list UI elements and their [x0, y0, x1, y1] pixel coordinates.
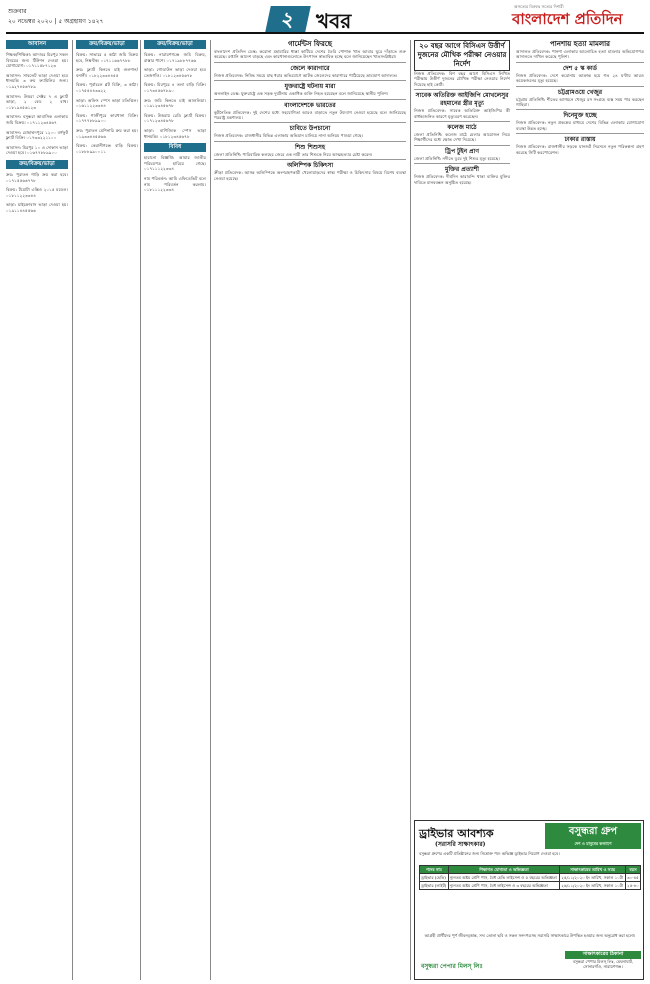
classified-ad: ক্রয়: জমি কিনতে চাই আশুলিয়া। ০১৯১২৩৪৫৬৭৮ — [144, 97, 206, 109]
job-table-cell: ন্যূনতম অষ্টম শ্রেণি পাস, বৈধ হেভি লাইসেন্স ও ৫ বছরের অভিজ্ঞতা — [448, 874, 560, 882]
page-number: ২ — [265, 6, 311, 32]
classified-header: ক্রয়/বিক্রয়/ভাড়া — [144, 40, 206, 49]
news-body: নিজস্ব প্রতিবেদক: বিশ বছর আগে বিসিএস লিখিত পরীক্ষায় উত্তীর্ণ দুজনের মৌখিক পরীক্ষা নেওয়ার নির্দেশ দিয়েছে হাই কোর্ট। — [414, 71, 510, 87]
classified-ad: আবাসন: উত্তরা সেক্টর ৭ এ ফ্ল্যাট ভাড়া, ২ বেড ২ বাথ। ০১৮১৯৪৫৬১২৩ — [6, 93, 68, 110]
divider — [516, 109, 644, 110]
job-table-header: বয়স — [626, 866, 641, 874]
classified-ad: বিক্রয়: মিরপুরে ৪ তলা বাড়ি বিক্রি। ০১৭৩৪৫৬৭৮৯০ — [144, 82, 206, 93]
news-body: ক্রীড়া প্রতিবেদক: আসন্ন অলিম্পিকে অংশগ্রহণকারী খেলোয়াড়দের স্বাস্থ্য পরীক্ষা ও চিকিৎসার বিষয়ে বিশেষ ব্যবস্থা নেওয়া হয়েছে। — [214, 170, 406, 181]
contact-header: সাক্ষাৎকারের ঠিকানা — [565, 951, 641, 959]
news-headline: যুক্তরাষ্ট্রে ঘটনায় মারা — [284, 83, 336, 91]
brand-name: বসুন্ধরা গ্রুপ — [568, 826, 618, 837]
job-advertisement — [414, 820, 644, 980]
job-table-cell: ড্রাইভার (লাইট) — [421, 883, 447, 888]
newspaper-page — [6, 4, 644, 980]
classified-column-1 — [6, 40, 68, 217]
job-table-cell: ড্রাইভার (হেভি) — [420, 874, 449, 882]
news-body: জেলা প্রতিনিধি: কলেজ মাঠে মেলার আয়োজন নিয়ে শিক্ষার্থীদের মধ্যে ক্ষোভ দেখা দিয়েছে। — [414, 132, 510, 143]
classified-ad: আবাসন: বসুন্ধরা আবাসিক এলাকায় জমি বিক্রয়। ০১৭১১২৩৪৫৬৭ — [6, 114, 68, 125]
news-body: জেলা প্রতিনিধি: পারিবারিক কলহের জেরে এক নারী তার শিশুকে নিয়ে আত্মহত্যার চেষ্টা করেন। — [214, 151, 373, 157]
job-table-cell: ২৬/১১/২০২০ ইং তারিখ, সকাল ১০টা — [560, 882, 626, 890]
classified-ad: বিক্রয়: কেরানীগঞ্জে বাড়ি বিক্রয়। ০১৮৮৮৯৯০০১১ — [76, 143, 138, 154]
classified-ad: ভাড়া: গোডাউন ভাড়া দেওয়া হবে তেজগাঁও। ০১৮১২৩৪৫৬৭৮ — [144, 67, 206, 78]
news-column-center — [214, 40, 406, 976]
table-row — [420, 882, 641, 890]
classified-column-2 — [76, 40, 138, 158]
news-headline: দেশ ৫ স্ক কার্ড — [563, 64, 597, 72]
divider — [414, 163, 510, 164]
news-headline: মুক্তির প্রত্যাশী — [445, 166, 479, 174]
job-table-cell: ২৫-৪০ — [627, 883, 639, 888]
divider — [516, 62, 644, 63]
news-body: নিজস্ব প্রতিবেদক: দেশে করোনায় আক্রান্ত হয়ে গত ২৪ ঘণ্টায় আরও কয়েকজনের মৃত্যু হয়েছে। — [516, 72, 644, 84]
brand-tagline: দেশ ও মানুষের কল্যাণে — [574, 841, 612, 846]
masthead — [6, 4, 644, 34]
classified-ad: আবাসন: মোহাম্মদপুরে ১২০০ বর্গফুট ফ্ল্যাট বিক্রি। ০১৭৩৩২২১১০০ — [6, 129, 68, 141]
news-headline: দিনেমুক্ত হচ্ছে — [563, 112, 597, 120]
brand-logo — [545, 823, 641, 849]
column-rule — [410, 40, 411, 980]
classified-ad: বিক্রয়: সাভারে ৫ কাঠা জমি বিক্রয় হবে, নিষ্কণ্টক। ০১৭১১৬৬৭৭৮৮ — [76, 52, 138, 63]
job-ad-subtitle: (সরাসরি সাক্ষাৎকার) — [435, 841, 486, 848]
classified-ad: বিক্রয়: উত্তরায় রেডি ফ্ল্যাট বিক্রয়। ০১৭১২৩৪৫৬৭৮ — [144, 112, 206, 124]
table-row — [420, 874, 641, 882]
classified-header: বিবিধ — [144, 143, 206, 152]
job-ad-note: আগ্রহী প্রার্থীদের পূর্ণ জীবনবৃত্তান্ত, সদ্য তোলা ছবি ও সকল সনদপত্রসহ সরাসরি সাক্ষাৎকারে উপস্থিত হওয়ার জন্য অনুরোধ করা হলো। — [424, 933, 636, 938]
news-body: নিজস্ব প্রতিবেদক: সাবেক অতিরিক্ত আইজিপির স্ত্রী বার্ধক্যজনিত কারণে মৃত্যুবরণ করেছেন। — [414, 108, 510, 119]
job-table-cell: ৩০-৪৫ — [627, 875, 639, 880]
classified-ad: ক্রয়: পুরাতন গাড়ি ক্রয় করা হবে। ০১৭১৫৫৬৬৭৭৮ — [6, 171, 68, 183]
job-table — [419, 865, 641, 890]
divider — [214, 159, 406, 160]
classified-ad: ক্রয়: পুরাতন মেশিনারি ক্রয় করা হয়। ০১৯৩৩৪৪৫৫৬৬ — [76, 127, 138, 139]
news-headline: কলেজ মাঠে — [447, 124, 477, 132]
news-column-5 — [414, 40, 510, 816]
news-column-6 — [516, 40, 644, 816]
classified-ad: বিক্রয়: নারায়ণগঞ্জে জমি বিক্রয়, রাস্তার পাশে। ০১৭১৯৮৮৭৭৬৬ — [144, 52, 206, 63]
news-body: নিজস্ব প্রতিবেদক: নতুন প্রকল্পের মাধ্যমে দেশের বিভিন্ন এলাকায় যোগাযোগ ব্যবস্থা উন্নত হচ্ছে। — [516, 120, 644, 131]
classified-header: ক্রয়/বিক্রয়/ভাড়া — [6, 160, 68, 169]
divider — [516, 86, 644, 87]
news-body: চট্টগ্রাম প্রতিনিধি: শীতের আগমনে খেজুর রস সংগ্রহে ব্যস্ত সময় পার করছেন গাছিরা। — [516, 96, 644, 108]
news-body: নিজস্ব প্রতিবেদক: নিষিদ্ধ সময়ে মাছ ধরার অভিযোগে আটক জেলেদের কারাগারে পাঠিয়েছে ভ্রাম্যমাণ আদালত। — [214, 72, 398, 78]
divider — [214, 141, 406, 142]
news-body: নিজস্ব প্রতিবেদক: দীর্ঘদিন কারাবন্দি থাকা ব্যক্তির মুক্তির দাবিতে মানববন্ধন অনুষ্ঠিত হয়েছে। — [414, 174, 510, 185]
job-table-header: পদের নাম — [420, 866, 449, 874]
classified-ad: ক্রয়: ফ্ল্যাট কিনতে চাই গুলশান/বনানী। ০১৮২২৩৩৪৪৫৫ — [76, 67, 138, 78]
column-rule — [72, 40, 73, 980]
divider — [214, 122, 406, 123]
divider — [214, 80, 406, 81]
news-body: জেলা প্রতিনিধি: নদীতে ডুবে দুই শিশুর মৃত্যু হয়েছে। — [414, 155, 500, 161]
divider — [414, 89, 510, 90]
news-body: বাংলাদেশ প্রতিদিন ডেস্ক: করোনা মহামারির ধাক্কা কাটিয়ে দেশের তৈরি পোশাক খাত আবার ঘুরে দাঁড়াতে শুরু করেছে। রপ্তানি আদেশ বাড়ছে এবং কারখানাগুলোতে উৎপাদন স্বাভাবিক হচ্ছে বলে জানিয়েছেন খাতসংশ্লিষ্টরা। — [214, 49, 406, 60]
news-headline: চাবিতে উপচানো — [289, 125, 331, 133]
news-headline: চট্টগ্রামওয়ে খেজুর — [557, 88, 603, 96]
column-rule — [140, 40, 141, 980]
classified-ad: নাম পরিবর্তন: আমি এফিডেভিট বলে নাম পরিবর্তন করলাম। ০১৮১১১২২৩৩৪ — [144, 175, 206, 193]
divider — [414, 121, 510, 122]
classified-ad: শিক্ষক/শিক্ষিকা: আদাবর মিরপুর সকল বিষয়ের জন্য টিউশন দেওয়া হয়। যোগাযোগ: ০১৭১১৫৮৭১২৩ — [6, 52, 68, 69]
classified-ad: হারানো বিজ্ঞপ্তি: আমার জাতীয় পরিচয়পত্র হারিয়ে গেছে। ০১৭১১১২২৩৩৪ — [144, 155, 206, 172]
classified-ad: বিক্রয়: পূর্বাচলে প্লট বিক্রি, ৩ কাঠা। ০১৭৫৫৪৪৩৩২২ — [76, 82, 138, 93]
section-title: খবর — [316, 9, 352, 33]
job-table-header: শিক্ষাগত যোগ্যতা ও অভিজ্ঞতা — [448, 866, 560, 874]
classified-ad: ভাড়া: মাইক্রোবাস ভাড়া দেওয়া হয়। ০১৯১১৪৪৫৫৬৬ — [6, 202, 68, 213]
news-headline: ২০ বছর আগে বিসিএস উত্তীর্ণ দুজনের মৌখিক পরীক্ষা নেওয়ার নির্দেশ — [414, 40, 510, 71]
job-table-cell: ন্যূনতম অষ্টম শ্রেণি পাস, বৈধ লাইসেন্স ও ৩ বছরের অভিজ্ঞতা — [448, 882, 560, 890]
classified-ad: আবাসন: মিরপুর ১০ এ দোকান ভাড়া দেওয়া হবে। ০১৬৭৭৮৮৯৯০০ — [6, 144, 68, 156]
news-body: নিজস্ব প্রতিবেদক: রাজধানীর সড়কে যানজট নিরসনে নতুন পরিকল্পনা গ্রহণ করেছে সিটি করপোরেশন। — [516, 144, 644, 155]
news-headline: শিশু শিশুসহ — [294, 143, 326, 151]
news-headline: পানশায় হত্যা মামলার — [549, 40, 611, 48]
news-headline: সাবেক অতিরিক্ত আইজিপি মোখলেসুর রহমানের স্ত্রীর মৃত্যু — [415, 92, 509, 108]
news-headline: ঢাকার রাস্তায় — [564, 136, 596, 144]
column-rule — [210, 40, 211, 980]
logo-tagline: অসত্যের বিরুদ্ধে সত্যের দিশারী — [514, 4, 564, 9]
newspaper-logo: বাংলাদেশ প্রতিদিন — [512, 10, 623, 28]
job-table-cell: ২৫/১১/২০২০ ইং তারিখ, সকাল ১০টা — [560, 874, 626, 882]
news-body: অনলাইন ডেস্ক: যুক্তরাষ্ট্রে এক সড়ক দুর্ঘটনায় একাধিক ব্যক্তি নিহত হয়েছেন বলে জানিয়েছে স্থানীয় পুলিশ। — [214, 91, 389, 97]
divider — [214, 99, 406, 100]
classified-header: ক্রয়/বিক্রয়/ভাড়া — [76, 40, 138, 49]
news-body: কূটনৈতিক প্রতিবেদক: দুই দেশের মধ্যে সহযোগিতা আরও বাড়াতে নতুন উদ্যোগ নেওয়া হয়েছে বলে জানিয়েছে পররাষ্ট্র মন্ত্রণালয়। — [214, 109, 406, 121]
classified-ad: ভাড়া: বাণিজ্যিক স্পেস ভাড়া ধানমন্ডি। ০১৮১২৩৪৫৬৭৮ — [144, 127, 206, 139]
divider — [516, 133, 644, 134]
news-headline: গার্মেন্টস ফিরছে — [288, 40, 332, 48]
mill-name: বসুন্ধরা পেপার মিলস্ লিঃ — [421, 963, 483, 970]
classified-ad: বিক্রয়: টয়োটা এক্সিও ২০১৫ মডেল। ০১৮১১২২৩৩৪৪ — [6, 187, 68, 198]
divider — [414, 145, 510, 146]
job-ad-title: ড্রাইভার আবশ্যক — [419, 827, 494, 840]
news-headline: ট্রিপ টুইন প্রাণ — [444, 147, 480, 155]
classified-column-3 — [144, 40, 206, 197]
news-headline: বাংলাদেশকে ভারতের — [284, 101, 336, 109]
classified-ad: আবাসন: সাবলেট ভাড়া দেওয়া হবে ধানমন্ডি ৩ রুম ফ্যামিলির জন্য। ০১৯২৭৪৫৬৭৮৯ — [6, 72, 68, 89]
masthead-day: শুক্রবার — [8, 8, 27, 15]
news-body: নিজস্ব প্রতিবেদক: রাজধানীর বিভিন্ন এলাকায় অভিযান চালিয়ে নানা অনিয়ম পাওয়া গেছে। — [214, 133, 364, 139]
classified-ad: ভাড়া: অফিস স্পেস ভাড়া মতিঝিল। ০১৬১১২২৩৩৪৪ — [76, 97, 138, 109]
job-table-header: সাক্ষাৎকারের তারিখ ও সময় — [560, 866, 626, 874]
divider — [214, 62, 406, 63]
masthead-date: ২০ নভেম্বর ২০২০ | ৫ অগ্রহায়ণ ১৪২৭ — [8, 18, 104, 25]
contact-address: বসুন্ধরা পেপার মিলস্ লিঃ, মেঘনাঘাট, সোনারগাঁও, নারায়ণগঞ্জ। — [572, 959, 634, 969]
classified-header: আবাসন — [6, 40, 68, 49]
news-body: আদালত প্রতিবেদক: পানশা এলাকায় আলোচিত হত্যা মামলার অভিযোগপত্র আদালতে দাখিল করেছে পুলিশ। — [516, 49, 644, 60]
news-headline: অলিম্পিক চিকিৎসা — [286, 162, 334, 170]
news-headline: জেলে কারাগারে — [290, 64, 330, 72]
classified-ad: বিক্রয়: গাজীপুরে কারখানা বিক্রি। ০১৭৭৭৮৮৯৯০০ — [76, 112, 138, 124]
job-ad-intro: বসুন্ধরা গ্রুপের একটি প্রতিষ্ঠানের জন্য নিম্নোক্ত পদে অভিজ্ঞ ড্রাইভার নিয়োগ দেওয়া হবে। — [419, 851, 560, 856]
